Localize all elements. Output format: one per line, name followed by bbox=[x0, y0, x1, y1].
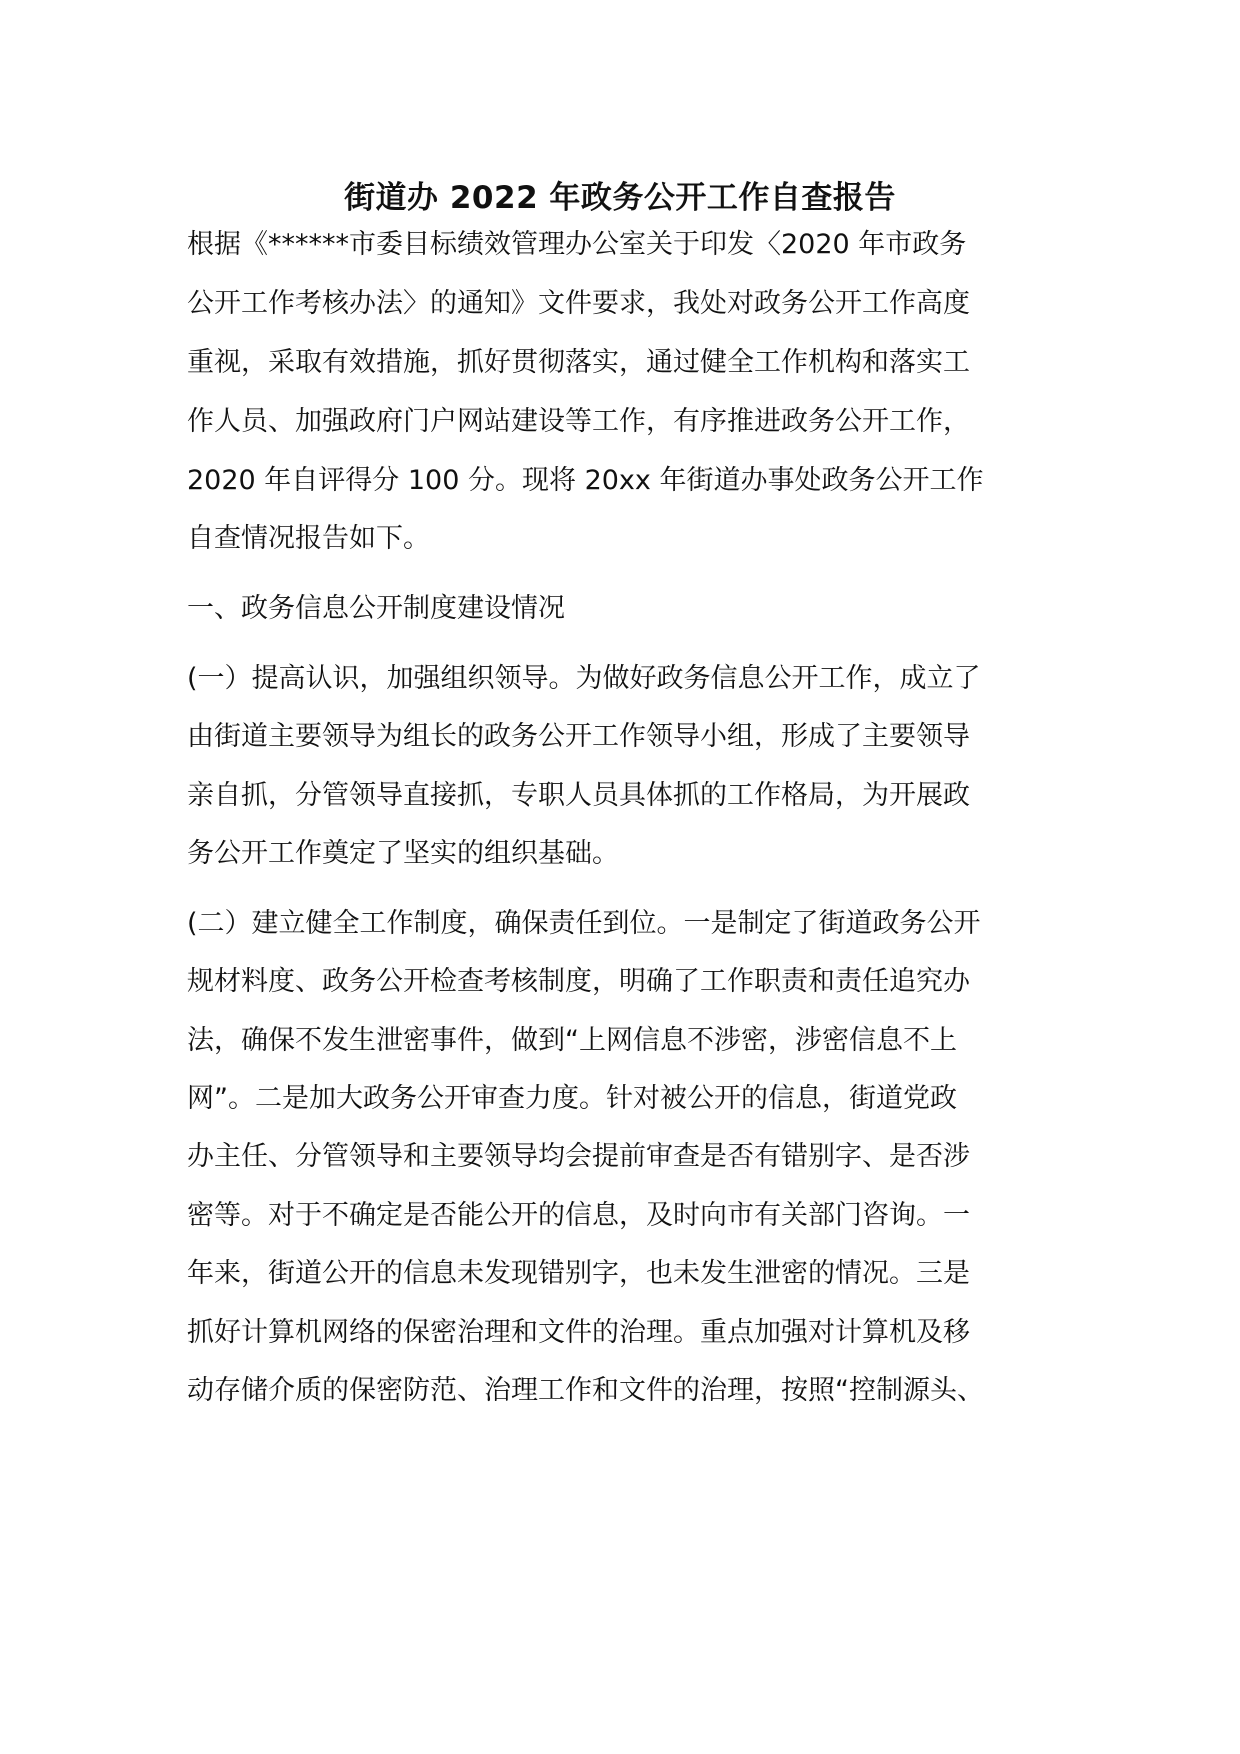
body-line-9: 亲自抓，分管领导直接抓，专职人员具体抓的工作格局，为开展政 bbox=[187, 780, 970, 811]
body-line-11: (二）建立健全工作制度，确保责任到位。一是制定了街道政务公开 bbox=[187, 908, 981, 939]
body-line-1: 根据《******市委目标绩效管理办公室关于印发〈2020 年市政务 bbox=[187, 229, 967, 260]
body-line-5: 2020 年自评得分 100 分。现将 20xx 年街道办事处政务公开工作 bbox=[187, 465, 984, 496]
body-line-10: 务公开工作奠定了坚实的组织基础。 bbox=[187, 838, 619, 869]
body-line-6: 自查情况报告如下。 bbox=[187, 523, 430, 554]
body-line-15: 办主任、分管领导和主要领导均会提前审查是否有错别字、是否涉 bbox=[187, 1141, 970, 1172]
document-title: 街道办 2022 年政务公开工作自查报告 bbox=[344, 180, 896, 216]
body-line-17: 年来，街道公开的信息未发现错别字，也未发生泄密的情况。三是 bbox=[187, 1258, 970, 1289]
body-line-14: 网”。二是加大政务公开审查力度。针对被公开的信息，街道党政 bbox=[187, 1083, 957, 1114]
body-line-19: 动存储介质的保密防范、治理工作和文件的治理，按照“控制源头、 bbox=[187, 1375, 984, 1406]
body-line-3: 重视，采取有效措施，抓好贯彻落实，通过健全工作机构和落实工 bbox=[187, 347, 970, 378]
body-line-8: 由街道主要领导为组长的政务公开工作领导小组，形成了主要领导 bbox=[187, 721, 970, 752]
section-heading-1: 一、政务信息公开制度建设情况 bbox=[187, 593, 565, 624]
body-line-18: 抓好计算机网络的保密治理和文件的治理。重点加强对计算机及移 bbox=[187, 1317, 970, 1348]
body-line-16: 密等。对于不确定是否能公开的信息，及时向市有关部门咨询。一 bbox=[187, 1200, 970, 1231]
body-line-13: 法，确保不发生泄密事件，做到“上网信息不涉密，涉密信息不上 bbox=[187, 1025, 957, 1056]
body-line-4: 作人员、加强政府门户网站建设等工作，有序推进政务公开工作， bbox=[187, 406, 970, 437]
body-line-7: (一）提高认识，加强组织领导。为做好政务信息公开工作，成立了 bbox=[187, 663, 981, 694]
body-line-12: 规材料度、政务公开检查考核制度，明确了工作职责和责任追究办 bbox=[187, 966, 970, 997]
body-line-2: 公开工作考核办法〉的通知》文件要求，我处对政务公开工作高度 bbox=[187, 288, 970, 319]
